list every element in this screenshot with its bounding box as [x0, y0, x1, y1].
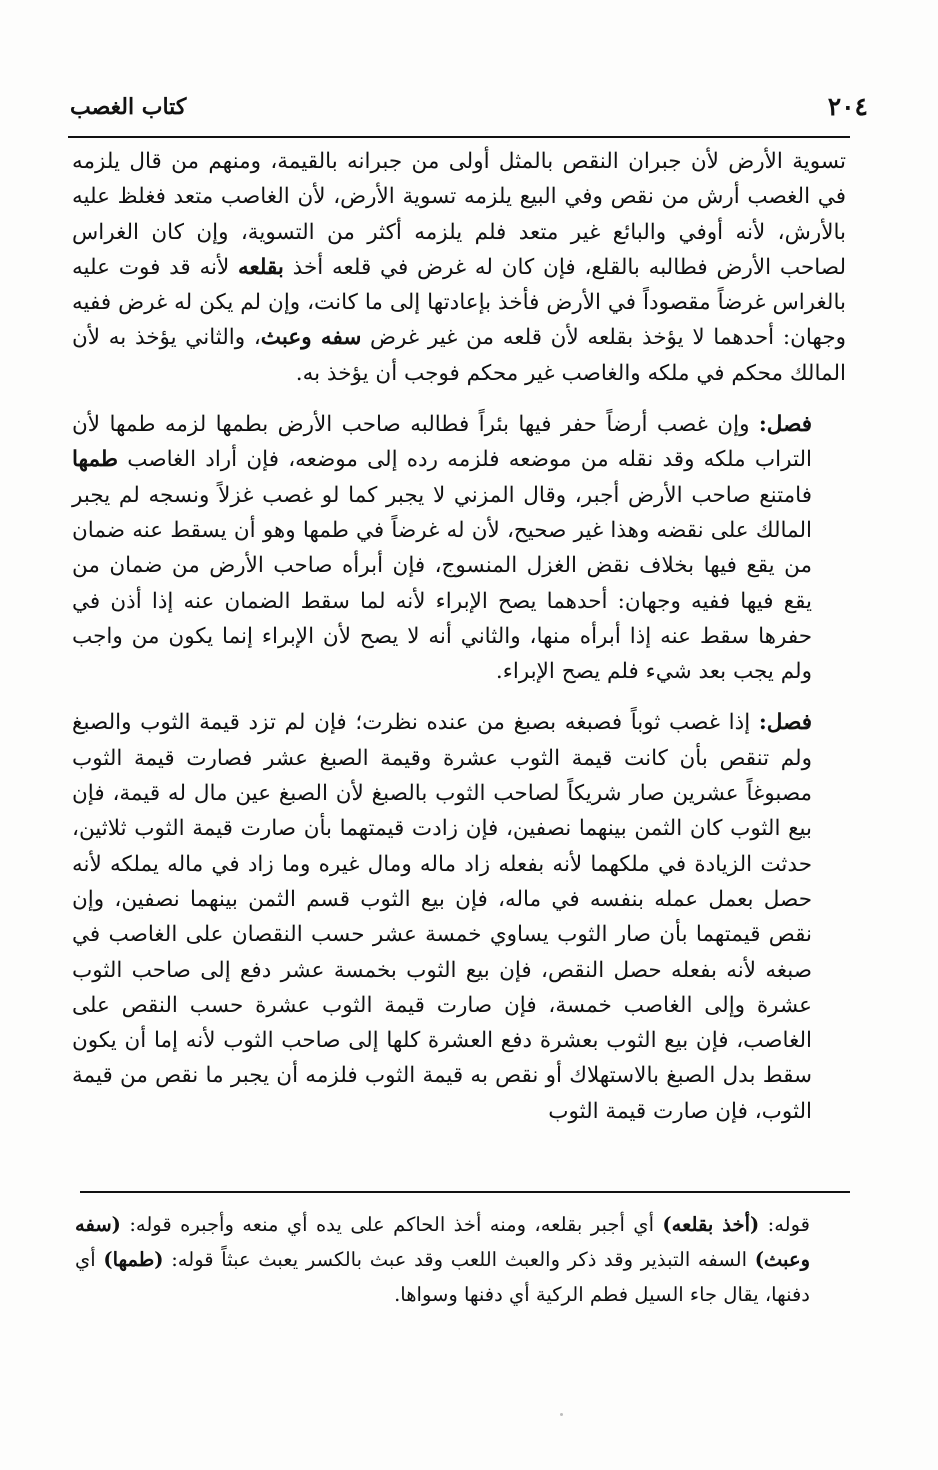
paragraph-text: وإن غصب أرضاً حفر فيها بئراً فطالبه صاحب الأرض بطمها لزمه طمها لأن التراب ملكه وقد نقله من موضعه فلزمه رده إلى موضعه، فإن أراد الغاصب: [72, 412, 812, 473]
section-fasl-pit: [72, 407, 846, 689]
main-text: [72, 144, 846, 1129]
footnote-text: أي أجبر بقلعه، ومنه أخذ الحاكم على يده أي منعه وأجبره قوله:: [120, 1213, 663, 1236]
paragraph-text: إذا غصب ثوباً فصبغه بصبغ من عنده نظرت؛ فإن لم تزد قيمة الثوب والصبغ ولم تنقص بأن كانت قيمة الثوب عشرة وقيمة الصبغ عشر فصارت قيمة الثوب مصبوغاً عشرين صار شريكاً لصاحب الثوب بالصبغ لأن الصبغ عين مال له قيمة، فإن بيع الثوب كان الثمن بينهما نصفين، فإن زادت قيمتهما بأن صارت قيمة الثوب ثلاثين، حدثت الزيادة في ملكهما لأنه بفعله زاد ماله ومال غيره وما زاد في ماله يملكه لأنه حصل بعمل عمله بنفسه في ماله، فإن بيع الثوب قسم الثمن بينهما نصفين، وإن نقص قيمتهما بأن صار الثوب يساوي خمسة عشر حسب النقصان على الغاصب في صبغه لأنه بفعله حصل النقص، فإن بيع الثوب بخمسة عشر دفع إلى صاحب الثوب عشرة وإلى الغاصب خمسة، فإن صارت قيمة الثوب عشرة حسب النقص على الغاصب، فإن بيع الثوب بعشرة دفع العشرة كلها إلى صاحب الثوب لأنه إما أن يكون سقط بدل الصبغ بالاستهلاك أو نقص به قيمة الثوب فلزمه أن يجبر ما نقص من قيمة الثوب، فإن صارت قيمة الثوب: [72, 710, 812, 1124]
footnote-text: قوله:: [759, 1213, 811, 1236]
footnote-term: (سفه وعبث): [75, 1213, 810, 1271]
scan-speck: [560, 1413, 563, 1416]
footnote-text: أي دفنها، يقال جاء السيل فطم الركية أي دفنها وسواها.: [75, 1248, 810, 1306]
paragraph-gap: [72, 391, 846, 407]
section-label: فصل:: [758, 412, 812, 438]
glossed-term: طمها: [72, 447, 119, 473]
paragraph-continuation: [72, 144, 846, 391]
footnote-term: (طمها): [103, 1248, 164, 1271]
glossed-term: بقلعه: [238, 254, 284, 280]
glossed-term: سفه وعبث: [260, 325, 362, 351]
section-fasl-dye: [72, 705, 846, 1129]
paragraph-text: فامتنع صاحب الأرض أجبر، وقال المزني لا يجبر كما لو غصب غزلاً ونسجه لم يجبر المالك على نقضه وهذا غير صحيح، لأن له غرضاً في طمها وهو أن يسقط عنه ضمان من يقع فيها بخلاف نقض الغزل المنسوج، فإن أبرأه صاحب الأرض من ضمان من يقع فيها ففيه وجهان: أحدهما يصح الإبراء لأنه لما سقط الضمان عنه إذا أذن في حفرها سقط عنه إذا أبرأه منها، والثاني أنه لا يصح لأن الإبراء إنما يكون من واجب ولم يجب بعد شيء فلم يصح الإبراء.: [72, 482, 812, 685]
footnote-text: السفه التبذير وقد ذكر والعبث اللعب وقد عبث بالكسر يعبث عبثاً قوله:: [163, 1248, 755, 1271]
header-rule: [68, 136, 850, 138]
footnote-rule: [80, 1191, 850, 1193]
paragraph-text: لأنه قد فوت عليه بالغراس غرضاً مقصوداً في الأرض فأخذ بإعادتها إلى ما كانت، وإن لم يكن له غرض ففيه وجهان: أحدهما لا يؤخذ بقلعه لأن قلعه من غير غرض: [72, 254, 847, 351]
section-label: فصل:: [758, 710, 812, 736]
running-title: كتاب الغصب: [70, 94, 187, 120]
paragraph-text: ، والثاني يؤخذ به لأن المالك محكم في ملكه والغاصب غير محكم فوجب أن يؤخذ به.: [72, 325, 846, 386]
footnote-paragraph: [75, 1207, 846, 1312]
page-header: [70, 92, 868, 134]
paragraph-gap: [72, 689, 846, 705]
paragraph-text: تسوية الأرض لأن جبران النقص بالمثل أولى من جبرانه بالقيمة، ومنهم من قال يلزمه في الغصب أرش من نقص وفي البيع يلزمه تسوية الأرض، لأن الغاصب متعد فغلظ عليه بالأرش، لأنه أوفي والبائع غير متعد فلم يلزمه أكثر من التسوية، وإن كان الغراس لصاحب الأرض فطالبه بالقلع، فإن كان له غرض في قلعه أخذ: [72, 149, 846, 280]
footnote-term: (أخذ بقلعه): [662, 1213, 760, 1236]
page-number: ٢٠٤: [827, 92, 868, 121]
footnotes: [75, 1207, 846, 1312]
